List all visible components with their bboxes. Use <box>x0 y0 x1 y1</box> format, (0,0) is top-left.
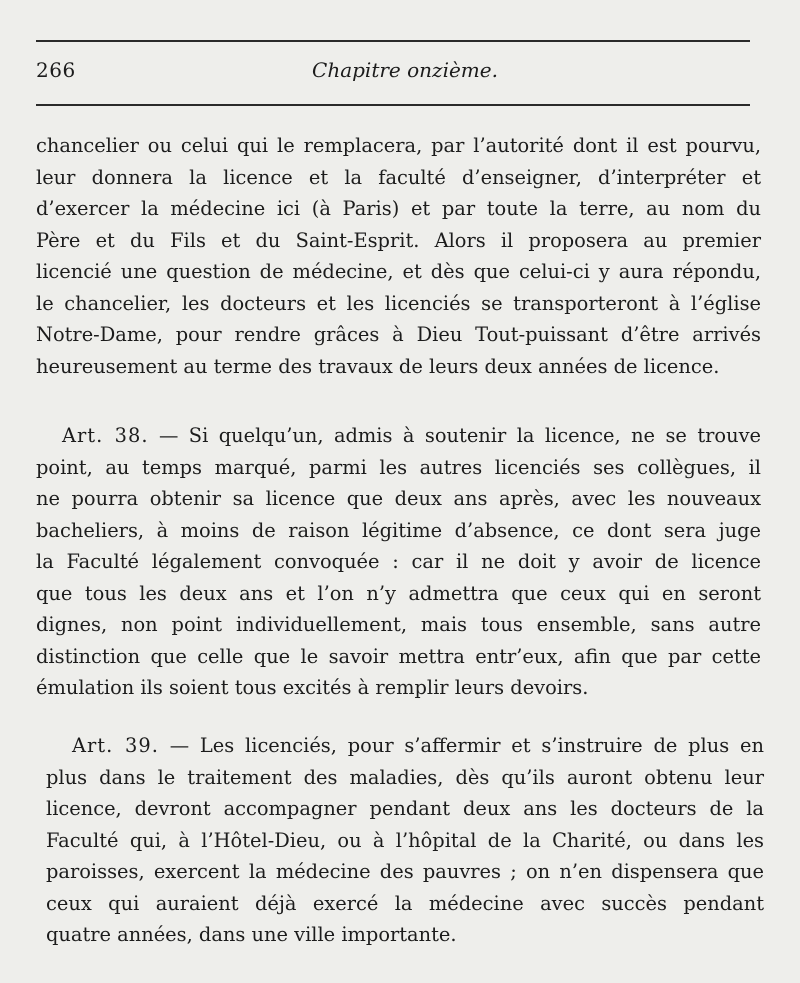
text-line: — Si quelqu’un, admis à soutenir la licence, ne se trouve <box>148 424 762 447</box>
text-line: que tous les deux ans et l’on n’y admettra que ceux qui en seront <box>36 581 761 605</box>
text-line: heureusement au terme des travaux de leurs deux années de licence. <box>36 354 720 378</box>
text-line-first <box>46 730 764 762</box>
text-line: émulation ils soient tous excités à remplir leurs devoirs. <box>36 676 589 699</box>
text-line: le chancelier, les docteurs et les licenciés se transporteront à l’église <box>36 291 761 315</box>
running-title: Chapitre onzième. <box>312 58 498 82</box>
article-label: Art. 39. <box>72 734 159 757</box>
text-line: paroisses, exercent la médecine des pauvres ; on n’en dispensera que <box>46 860 764 883</box>
text-line: Notre-Dame, pour rendre grâces à Dieu Tout-puissant d’être arrivés <box>36 323 761 346</box>
paragraph-continuation <box>36 130 761 382</box>
header-rule-bottom <box>36 104 750 106</box>
text-line: Père et du Fils et du Saint-Esprit. Alors il proposera au premier <box>36 228 761 252</box>
text-line: distinction que celle que le savoir mettra entr’eux, afin que par cette <box>36 644 761 668</box>
text-line: — Les licenciés, pour s’affermir et s’instruire de plus en <box>158 734 764 757</box>
article-39 <box>46 730 764 951</box>
header-rule-top <box>36 40 750 42</box>
text-line: bacheliers, à moins de raison légitime d’absence, ce dont sera juge <box>36 518 761 542</box>
text-line: Faculté qui, à l’Hôtel-Dieu, ou à l’hôpital de la Charité, ou dans les <box>46 828 764 852</box>
text-line-first <box>36 420 761 452</box>
text-line: licencié une question de médecine, et dès que celui-ci y aura répondu, <box>36 260 761 283</box>
text-line: point, au temps marqué, parmi les autres licenciés ses collègues, il <box>36 455 761 479</box>
text-line: ne pourra obtenir sa licence que deux ans après, avec les nouveaux <box>36 487 761 510</box>
article-38 <box>36 420 761 704</box>
text-line: licence, devront accompagner pendant deux ans les docteurs de la <box>46 797 764 820</box>
text-line: chancelier ou celui qui le remplacera, par l’autorité dont il est pourvu, <box>36 134 761 157</box>
text-line: plus dans le traitement des maladies, dès qu’ils auront obtenu leur <box>46 765 764 789</box>
text-line: la Faculté légalement convoquée : car il ne doit y avoir de licence <box>36 550 761 573</box>
text-line: d’exercer la médecine ici (à Paris) et par toute la terre, au nom du <box>36 197 761 220</box>
text-line: dignes, non point individuellement, mais tous ensemble, sans autre <box>36 613 761 636</box>
text-line: quatre années, dans une ville importante. <box>46 923 457 946</box>
page-number: 266 <box>36 58 76 82</box>
article-label: Art. 38. <box>62 424 149 447</box>
text-line: leur donnera la licence et la faculté d’enseigner, d’interpréter et <box>36 165 761 189</box>
text-line: ceux qui auraient déjà exercé la médecine avec succès pendant <box>46 891 764 915</box>
